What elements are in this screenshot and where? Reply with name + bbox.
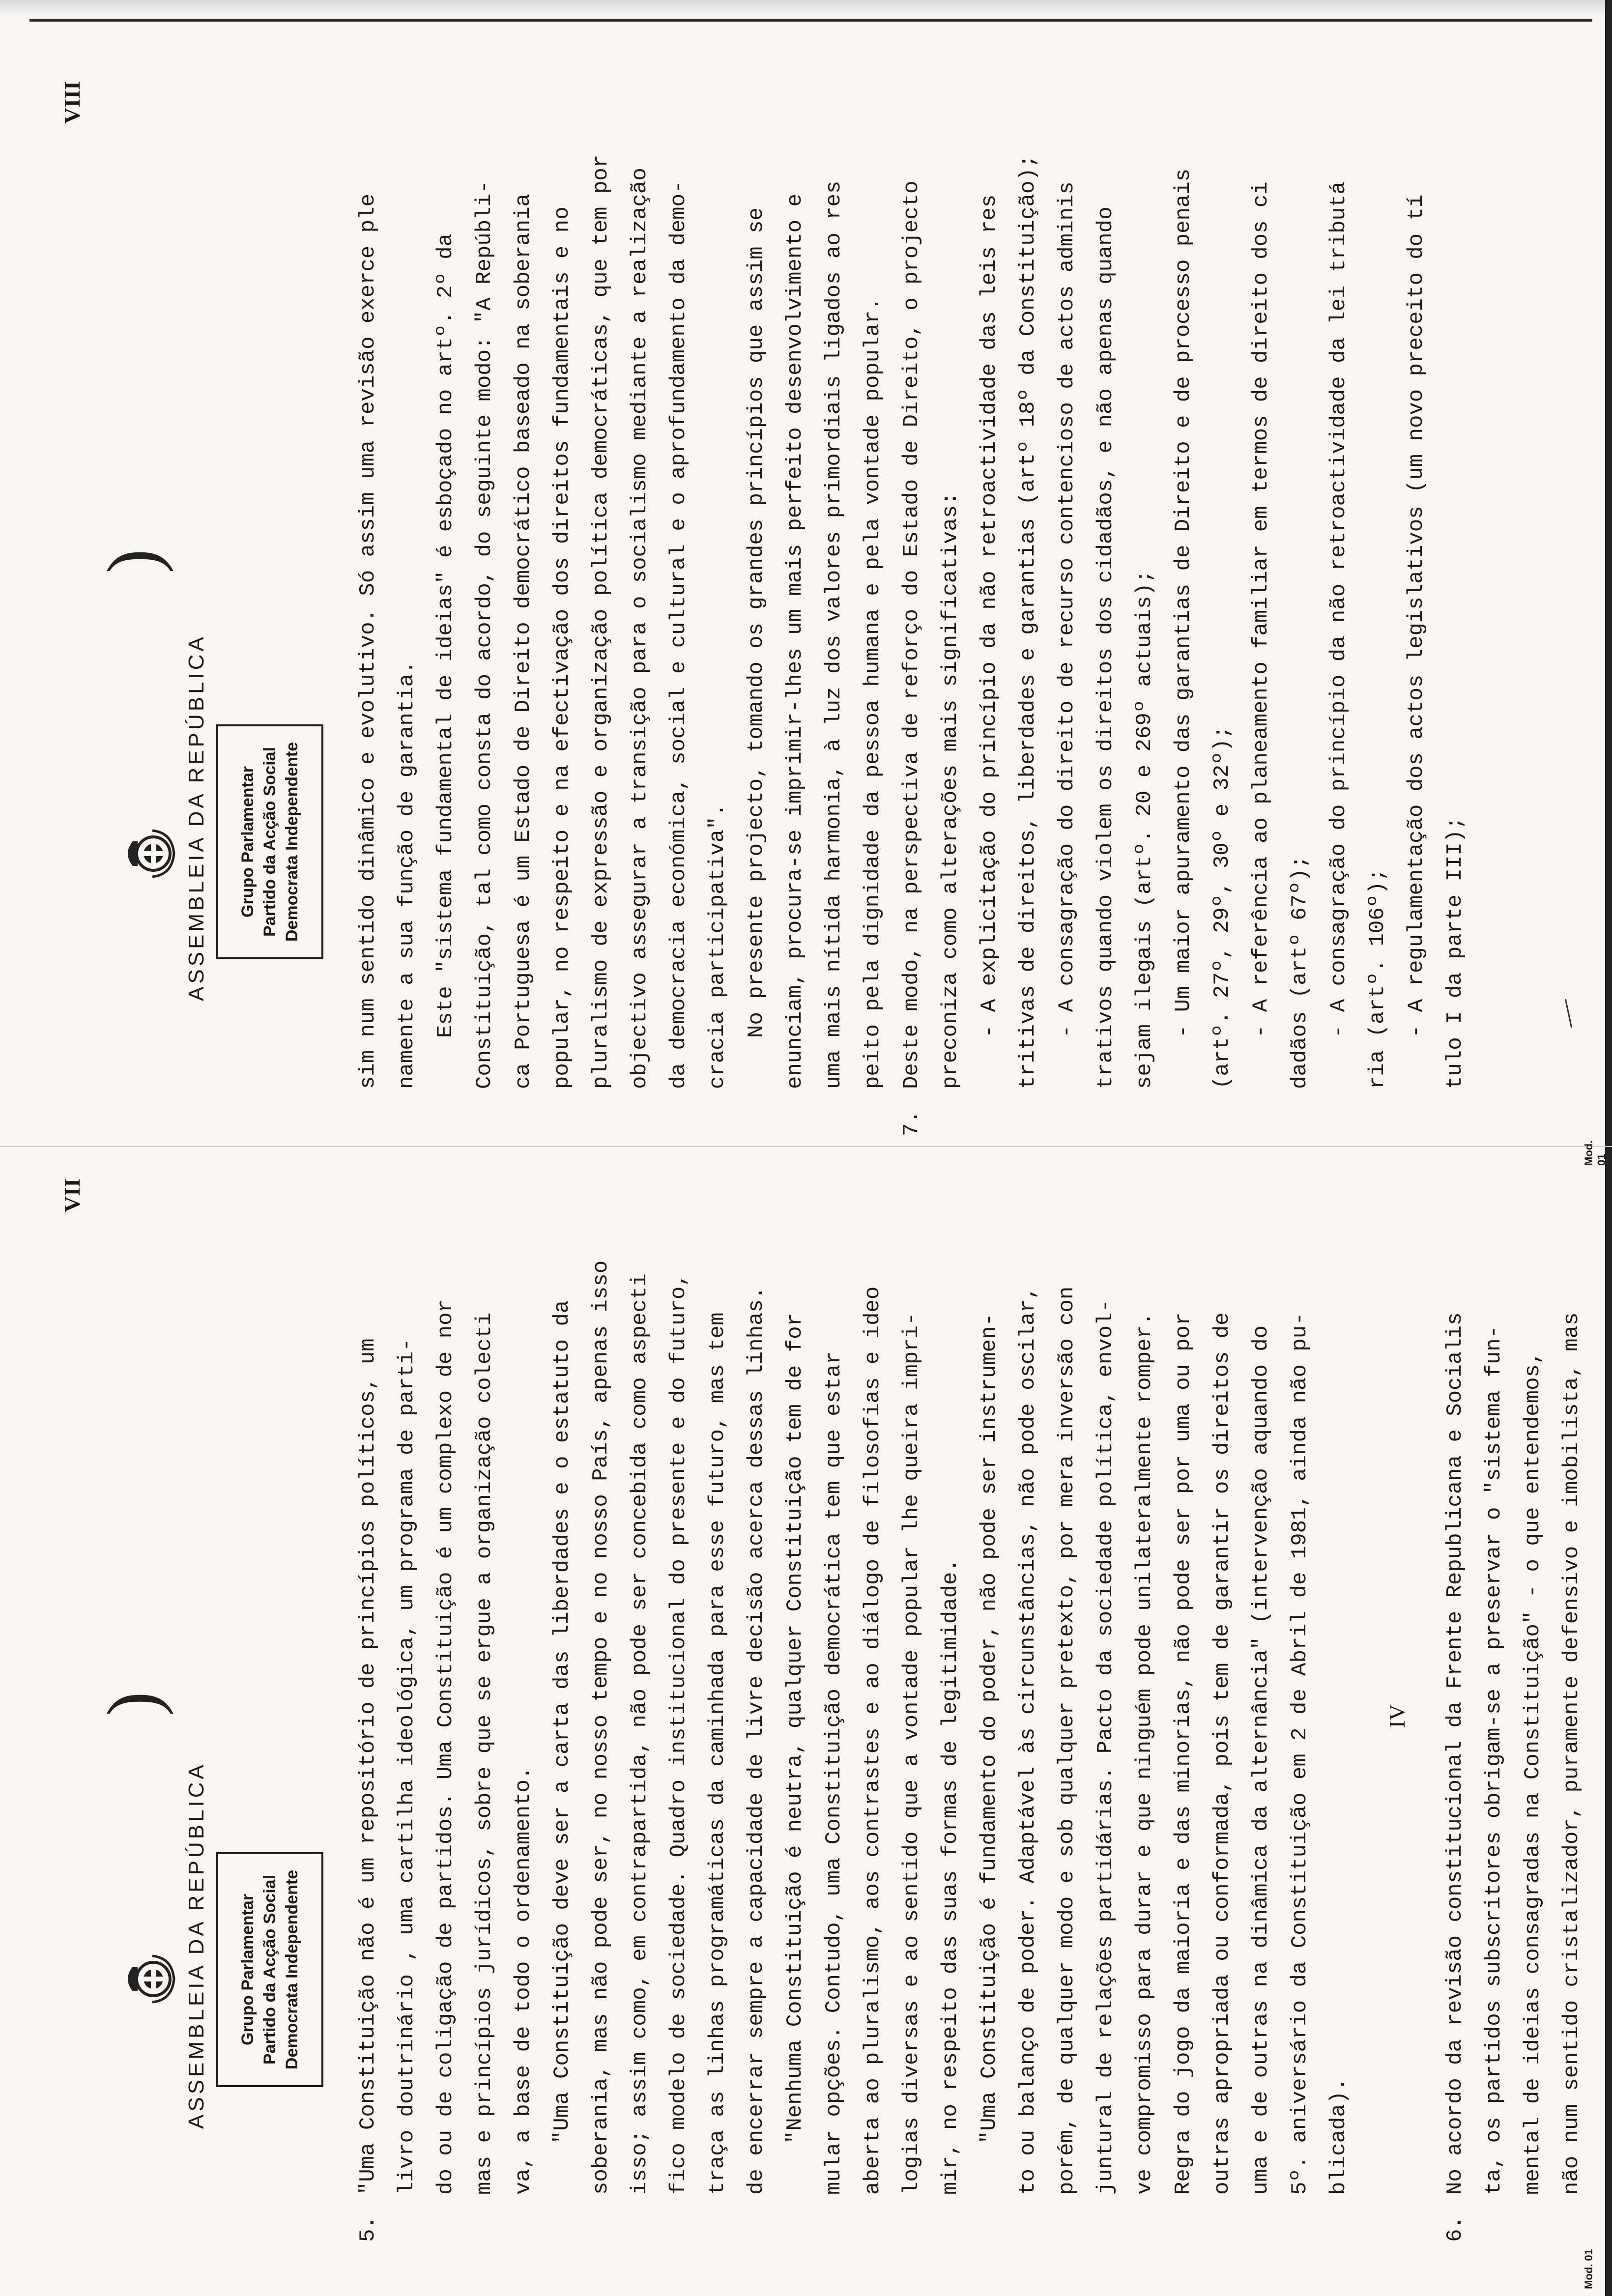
text-line: ta, os partidos subscritores obrigam-se a preservar o "sistema fun- [1482, 1325, 1506, 2195]
text-line: fico modelo de sociedade. Quadro institucional do presente e do futuro, [666, 1273, 691, 2195]
assembly-heading: ASSEMBLEIA DA REPÚBLICA [184, 634, 208, 1001]
list-item: trativos quando violem os direitos dos cidadãos, e não apenas quando [1094, 206, 1118, 1089]
text-line: popular, no respeito e na efectivação dos direitos fundamentais e no [550, 206, 575, 1089]
text-line: peito pela dignidade da pessoa humana e pela vontade popular. [861, 297, 885, 1089]
text-line: livro doutrinário , uma cartilha ideológica, um programa de parti- [395, 1338, 419, 2195]
paragraph-5-line [349, 1190, 388, 2242]
text-line: mular opções. Contudo, uma Constituição democrática tem que estar [822, 1351, 846, 2195]
text-line: traça as linhas programáticas da caminhada para esse futuro, mas tem [705, 1312, 730, 2195]
paragraph-7-line [892, 35, 931, 1136]
paragraph-6-line [1436, 1190, 1475, 2242]
text-line: No presente projecto, tomando os grandes princípios que assim se [744, 207, 769, 1038]
text-line: ve compromisso para durar e que ninguém pode unilateralmente romper. [1132, 1312, 1157, 2195]
text-line: "Nenhuma Constituição é neutra, qualquer Constituição tem de for [783, 1313, 807, 2144]
coat-of-arms-icon [123, 1952, 177, 2006]
text-line: Deste modo, na perspectiva de reforço do Estado de Direito, o projecto [899, 180, 924, 1089]
group-line-2: Partido da Acção Social [260, 1874, 279, 2065]
list-item: ria (artº. 106º); [1365, 868, 1390, 1089]
text-line: uma e de outras na dinâmica da alternância" (intervenção aquando do [1249, 1325, 1273, 2195]
text-line: não num sentido cristalizador, puramente defensivo e imobilista, mas [1559, 1312, 1584, 2195]
page-number-left: VII [59, 1178, 85, 1212]
text-line: isso; assim como, em contrapartida, não pode ser concebida como aspecti [628, 1273, 652, 2195]
text-line: objectivo assegurar a transição para o socialismo mediante a realização [628, 168, 652, 1089]
parliamentary-group-box [216, 1852, 323, 2087]
text-line: "Uma Constituição deve ser a carta das liberdades e o estatuto da [550, 1300, 575, 2144]
group-line-2: Partido da Acção Social [260, 746, 279, 937]
text-line: mas e princípios jurídicos, sobre que se ergue a organização colecti [472, 1312, 497, 2195]
section-heading-iv: IV [1384, 1704, 1410, 1728]
text-line: logias diversas e ao sentido que a vontade popular lhe queira impri- [899, 1312, 924, 2195]
text-line: uma mais nítida harmonia, à luz dos valores primordiais ligados ao res [822, 180, 846, 1089]
list-item: sejam ilegais (artº. 20 e 269º actuais); [1132, 570, 1157, 1089]
text-line: porém, de qualquer modo e sob qualquer pretexto, por mera inversão con [1055, 1286, 1079, 2195]
text-line: ca Portuguesa é um Estado de Direito democrático baseado na soberania [511, 194, 536, 1089]
text-line: Este "sistema fundamental de ideias" é esboçado no artº. 2º da [433, 233, 458, 1038]
parliamentary-group-box [216, 724, 323, 959]
page-number-right: VIII [59, 81, 85, 124]
right-page-text [349, 35, 1475, 1136]
paragraph-number: 7. [899, 1110, 924, 1136]
punch-hole-mark: ) [92, 1692, 174, 1716]
text-line: sim num sentido dinâmico e evolutivo. Só assim uma revisão exerce ple [356, 194, 380, 1089]
text-line: de encerrar sempre a capacidade de livre decisão acerca dessas linhas. [744, 1286, 769, 2195]
list-item: (artº. 27º, 29º, 30º e 32º); [1210, 725, 1235, 1089]
group-line-1: Grupo Parlamentar [238, 766, 257, 918]
text-line: namente a sua função de garantia. [395, 660, 419, 1089]
list-item: - A consagração do princípio da não retroactividade da lei tributá [1326, 181, 1351, 1038]
text-line: 5º. aniversário da Constituição em 2 de Abril de 1981, ainda não pu- [1288, 1312, 1312, 2195]
list-item: - Um maior apuramento das garantias de Direito e de processo penais [1171, 168, 1196, 1038]
paragraph-number: 6. [1443, 2216, 1468, 2242]
group-line-3: Democrata Independente [282, 1869, 301, 2070]
text-line: enunciam, procura-se imprimir-lhes um mais perfeito desenvolvimento e [783, 194, 807, 1089]
text-line: aberta ao pluralismo, aos contrastes e ao diálogo de filosofias e ideo [861, 1286, 885, 2195]
form-code-label: Mod. 01 [1583, 1140, 1608, 1166]
text-line: pluralismo de expressão e organização política democráticas, que tem por [589, 154, 613, 1089]
list-item: - A consagração do direito de recurso contencioso de actos adminis [1055, 181, 1079, 1038]
text-line: do ou de coligação de partidos. Uma Constituição é um complexo de nor [433, 1299, 458, 2195]
page-vii [0, 1140, 1612, 2296]
form-code-label: Mod. 01 [1583, 2249, 1595, 2289]
paragraph-number: 5. [356, 2216, 380, 2242]
page-divider [0, 1146, 1612, 1147]
list-item: dadãos (artº 67º); [1288, 855, 1312, 1089]
text-line: Constituição, tal como consta do acordo, do seguinte modo: "A Repúbli- [472, 180, 497, 1089]
text-line: "Uma Constituição não é um repositório de princípios políticos, um [356, 1338, 380, 2195]
text-line: outras apropriada ou conformada, pois tem de garantir os direitos de [1210, 1312, 1235, 2195]
text-line: blicada). [1326, 2078, 1351, 2195]
group-line-1: Grupo Parlamentar [238, 1894, 257, 2045]
text-line: da democracia económica, social e cultural e o aprofundamento da demo- [666, 180, 691, 1089]
text-line: juntural de relações partidárias. Pacto da sociedade política, envol- [1094, 1299, 1118, 2195]
text-line: cracia participativa". [705, 804, 730, 1089]
list-item: tritivas de direitos, liberdades e garantias (artº 18º da Constituição); [1016, 154, 1040, 1089]
text-line: Regra do jogo da maioria e das minorias, não pode ser por uma ou por [1171, 1312, 1196, 2195]
text-line: preconiza como alterações mais significativas: [938, 492, 963, 1089]
list-item: tulo I da parte III); [1443, 816, 1468, 1089]
group-line-3: Democrata Independente [282, 742, 301, 942]
text-line: soberania, mas não pode ser, no nosso tempo e no nosso País, apenas isso [589, 1260, 613, 2195]
text-line: No acordo da revisão constitucional da Frente Republicana e Socialis [1443, 1312, 1468, 2195]
text-line: mental de ideias consagradas na Constituição" - o que entendemos, [1521, 1351, 1545, 2195]
list-item: - A explicitação do princípio da não retroactividade das leis res [977, 194, 1002, 1038]
text-line: to ou balanço de poder. Adaptável às circunstâncias, não pode oscilar, [1016, 1286, 1040, 2195]
list-item: - A referência ao planeamento familiar em termos de direito dos ci [1249, 181, 1273, 1038]
text-line: va, a base de todo o ordenamento. [511, 1766, 536, 2195]
coat-of-arms-icon [123, 827, 177, 881]
assembly-heading: ASSEMBLEIA DA REPÚBLICA [184, 1762, 208, 2129]
text-line: "Uma Constituição é fundamento do poder, não pode ser instrumen- [977, 1313, 1002, 2144]
left-page-text [349, 1190, 1591, 2242]
punch-hole-mark: ) [92, 549, 174, 574]
text-line: mir, no respeito das suas formas de legitimidade. [938, 1559, 963, 2195]
list-item: - A regulamentação dos actos legislativos (um novo preceito do tí [1404, 194, 1429, 1038]
